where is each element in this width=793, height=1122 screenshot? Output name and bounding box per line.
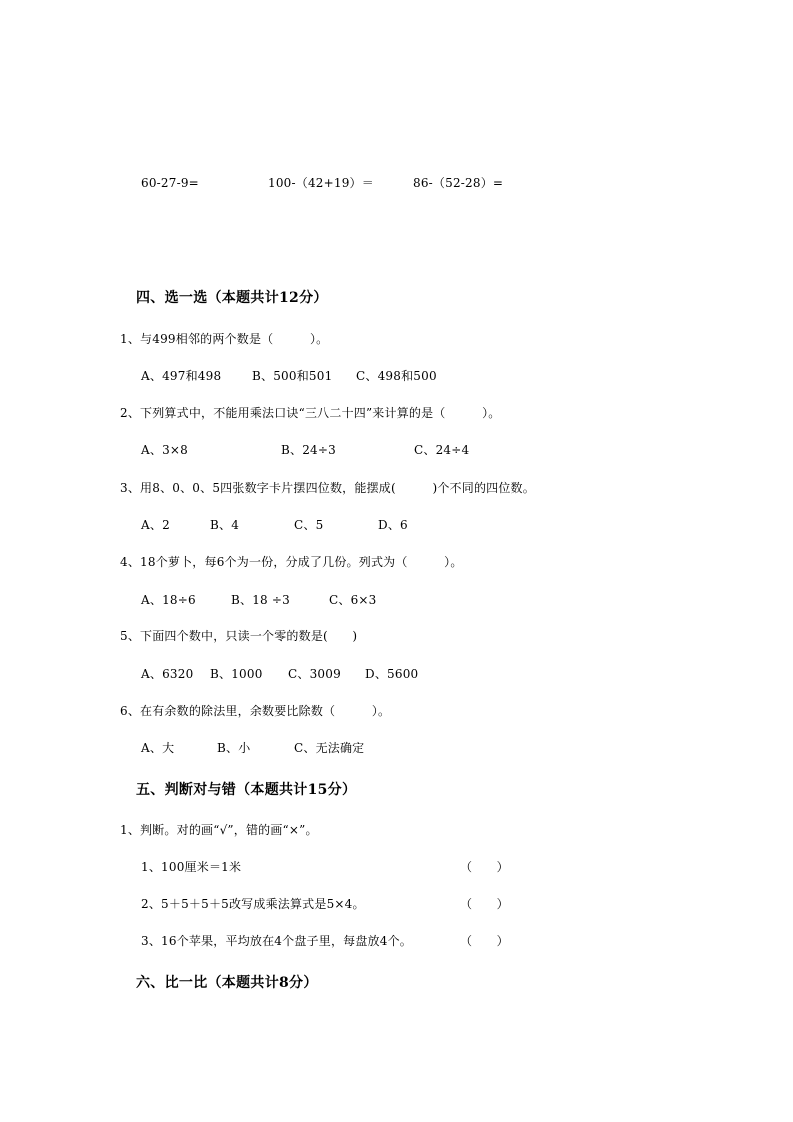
question-2: 2、下列算式中，不能用乘法口诀“三八二十四”来计算的是（ ）。 bbox=[120, 406, 501, 420]
judgment-item-1-answer: （ ） bbox=[460, 860, 509, 874]
judgment-item-3: 3、16个苹果，平均放在4个盘子里，每盘放4个。 bbox=[141, 934, 412, 948]
q1-option-c: C、498和500 bbox=[356, 369, 437, 383]
q5-option-a: A、6320 bbox=[141, 667, 194, 681]
q5-option-d: D、5600 bbox=[365, 667, 419, 681]
q5-option-c: C、3009 bbox=[288, 667, 341, 681]
q6-option-b: B、小 bbox=[217, 741, 251, 755]
q2-option-b: B、24÷3 bbox=[281, 443, 336, 457]
question-3: 3、用8、0、0、5四张数字卡片摆四位数，能摆成( )个不同的四位数。 bbox=[120, 481, 535, 495]
q3-option-d: D、6 bbox=[378, 518, 408, 532]
question-6: 6、在有余数的除法里，余数要比除数（ ）。 bbox=[120, 704, 391, 718]
judgment-item-2-answer: （ ） bbox=[460, 897, 509, 911]
question-4: 4、18个萝卜，每6个为一份，分成了几份。列式为（ ）。 bbox=[120, 555, 463, 569]
q1-option-b: B、500和501 bbox=[252, 369, 333, 383]
section-4-title: 四、选一选（本题共计12分） bbox=[136, 290, 328, 306]
judgment-item-3-answer: （ ） bbox=[460, 934, 509, 948]
question-1: 1、与499相邻的两个数是（ ）。 bbox=[120, 332, 329, 346]
q4-option-b: B、18 ÷3 bbox=[231, 593, 290, 607]
q3-option-b: B、4 bbox=[210, 518, 240, 532]
q3-option-c: C、5 bbox=[294, 518, 324, 532]
judgment-intro: 1、判断。对的画“√”，错的画“×”。 bbox=[120, 823, 318, 837]
q6-option-a: A、大 bbox=[141, 741, 175, 755]
q5-option-b: B、1000 bbox=[210, 667, 263, 681]
q3-option-a: A、2 bbox=[141, 518, 170, 532]
judgment-item-1: 1、100厘米＝1米 bbox=[141, 860, 242, 874]
q2-option-a: A、3×8 bbox=[141, 443, 188, 457]
calc-expression-1: 60-27-9= bbox=[141, 176, 199, 190]
section-6-title: 六、比一比（本题共计8分） bbox=[136, 975, 318, 991]
judgment-item-2: 2、5＋5＋5＋5改写成乘法算式是5×4。 bbox=[141, 897, 365, 911]
q6-option-c: C、无法确定 bbox=[294, 741, 365, 755]
calc-expression-3: 86-（52-28）= bbox=[413, 176, 504, 190]
q4-option-a: A、18÷6 bbox=[141, 593, 196, 607]
question-5: 5、下面四个数中，只读一个零的数是( ) bbox=[120, 629, 358, 643]
section-5-title: 五、判断对与错（本题共计15分） bbox=[136, 782, 357, 798]
q2-option-c: C、24÷4 bbox=[414, 443, 470, 457]
q1-option-a: A、497和498 bbox=[141, 369, 222, 383]
calc-expression-2: 100-（42+19）＝ bbox=[268, 176, 374, 190]
q4-option-c: C、6×3 bbox=[329, 593, 377, 607]
